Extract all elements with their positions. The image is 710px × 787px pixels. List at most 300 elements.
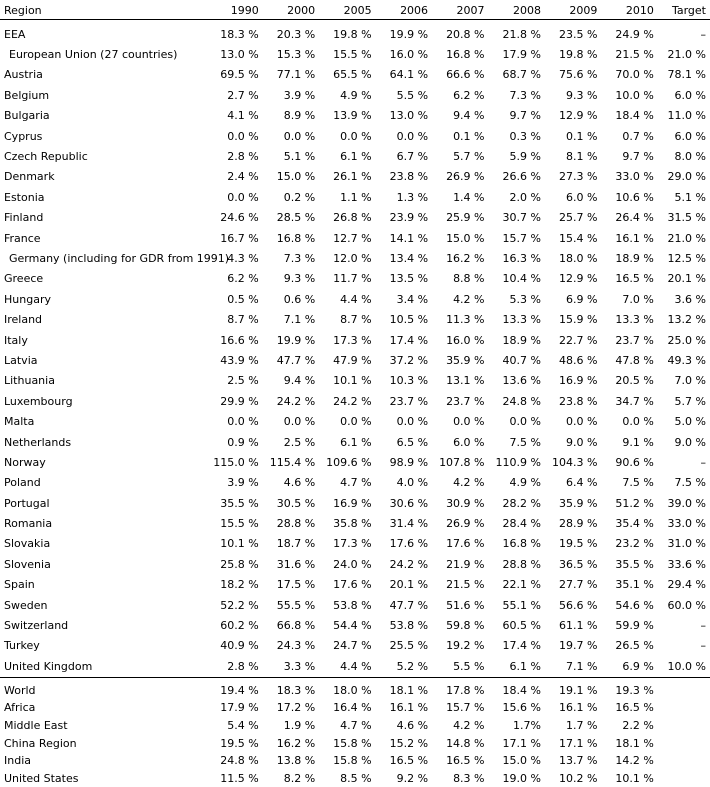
value-cell: 7.0 % xyxy=(674,374,706,388)
value-cell: 0.3 % xyxy=(509,129,541,143)
value-cell: 2.5 % xyxy=(227,374,259,388)
value-cell: 5.7 % xyxy=(453,150,485,164)
value-cell: 0.0 % xyxy=(453,415,485,429)
value-cell: 2.5 % xyxy=(283,435,316,449)
column-header-2006: 2006 xyxy=(400,3,429,17)
value-cell: 16.8 % xyxy=(276,231,316,245)
value-cell: 5.4 % xyxy=(227,718,259,732)
region-cell: European Union (27 countries) xyxy=(9,48,178,62)
value-cell: 8.3 % xyxy=(453,771,485,785)
value-cell: 2.8 % xyxy=(227,150,259,164)
value-cell: 15.5 % xyxy=(333,48,372,62)
value-cell: 69.5 % xyxy=(220,68,259,82)
value-cell: 28.9 % xyxy=(558,517,598,531)
value-cell: 8.7 % xyxy=(227,313,259,327)
value-cell: 22.1 % xyxy=(502,578,541,592)
value-cell: 0.0 % xyxy=(227,190,259,204)
value-cell: 2.8 % xyxy=(227,659,259,673)
value-cell: 47.7 % xyxy=(276,353,316,367)
table-row xyxy=(0,146,710,166)
value-cell: 0.9 % xyxy=(227,435,259,449)
value-cell: 60.0 % xyxy=(667,598,706,612)
value-cell: 10.1 % xyxy=(615,771,654,785)
value-cell: 4.6 % xyxy=(396,718,429,732)
value-cell: 10.0 % xyxy=(667,659,706,673)
value-cell: 0.0 % xyxy=(340,129,372,143)
value-cell: 25.0 % xyxy=(667,333,706,347)
value-cell: 3.9 % xyxy=(283,88,316,102)
value-cell: 6.4 % xyxy=(565,476,598,490)
table-row xyxy=(0,85,710,105)
value-cell: 21.0 % xyxy=(667,48,706,62)
value-cell: 16.6 % xyxy=(220,333,259,347)
value-cell: 9.7 % xyxy=(509,109,541,123)
value-cell: 18.1 % xyxy=(615,736,654,750)
value-cell: 18.3 % xyxy=(276,683,316,697)
value-cell: 20.1 % xyxy=(667,272,706,286)
value-cell: 21.5 % xyxy=(446,578,485,592)
column-header-2005: 2005 xyxy=(343,3,372,17)
value-cell: 54.4 % xyxy=(333,619,372,633)
value-cell: 78.1 % xyxy=(667,68,706,82)
value-cell: 23.7 % xyxy=(446,394,485,408)
value-cell: 1.1 % xyxy=(340,190,372,204)
value-cell: 0.1 % xyxy=(565,129,598,143)
value-cell: 26.6 % xyxy=(502,170,541,184)
value-cell: 13.4 % xyxy=(389,251,429,265)
value-cell: 19.8 % xyxy=(333,27,372,41)
value-cell: 8.8 % xyxy=(453,272,485,286)
value-cell: 60.2 % xyxy=(220,619,259,633)
value-cell: 21.5 % xyxy=(615,48,654,62)
value-cell: 19.0 % xyxy=(502,771,541,785)
value-cell: 7.0 % xyxy=(622,292,654,306)
value-cell: 0.1 % xyxy=(453,129,485,143)
value-cell: 2.2 % xyxy=(622,718,654,732)
value-cell: 17.6 % xyxy=(389,537,429,551)
value-cell: 0.6 % xyxy=(283,292,316,306)
value-cell: 27.7 % xyxy=(558,578,598,592)
value-cell: 15.7 % xyxy=(502,231,541,245)
value-cell: 13.3 % xyxy=(615,313,654,327)
value-cell: 12.7 % xyxy=(333,231,372,245)
value-cell: 61.1 % xyxy=(558,619,598,633)
value-cell: 26.9 % xyxy=(446,170,485,184)
value-cell: 24.2 % xyxy=(389,557,429,571)
value-cell: 10.6 % xyxy=(615,190,654,204)
value-cell: 4.4 % xyxy=(340,292,372,306)
value-cell: 30.9 % xyxy=(446,496,485,510)
value-cell: 59.8 % xyxy=(446,619,485,633)
value-cell: 25.5 % xyxy=(389,639,429,653)
value-cell: 6.9 % xyxy=(565,292,598,306)
region-cell: Romania xyxy=(4,517,53,531)
value-cell xyxy=(658,677,710,699)
table-row xyxy=(0,432,710,452)
table-row xyxy=(0,677,710,699)
value-cell: 8.2 % xyxy=(283,771,316,785)
value-cell: 28.8 % xyxy=(276,517,316,531)
value-cell: 9.2 % xyxy=(396,771,429,785)
value-cell: 18.0 % xyxy=(558,251,598,265)
value-cell: 31.0 % xyxy=(667,537,706,551)
value-cell: 53.8 % xyxy=(389,619,429,633)
value-cell: 17.4 % xyxy=(389,333,429,347)
value-cell: 5.9 % xyxy=(509,150,541,164)
value-cell: 75.6 % xyxy=(558,68,598,82)
value-cell: 39.0 % xyxy=(667,496,706,510)
value-cell: 9.3 % xyxy=(283,272,316,286)
value-cell: 107.8 % xyxy=(439,455,485,469)
value-cell: 6.0 % xyxy=(674,88,706,102)
value-cell: 47.9 % xyxy=(333,353,372,367)
region-cell: EEA xyxy=(4,27,26,41)
value-cell: 5.5 % xyxy=(453,659,485,673)
value-cell: 35.5 % xyxy=(220,496,259,510)
region-cell: United Kingdom xyxy=(4,659,93,673)
value-cell: 53.8 % xyxy=(333,598,372,612)
value-cell: 13.3 % xyxy=(502,313,541,327)
value-cell: 4.6 % xyxy=(283,476,316,490)
table-row xyxy=(0,371,710,391)
value-cell: 24.8 % xyxy=(220,754,259,768)
table-row xyxy=(0,769,710,787)
value-cell: 12.5 % xyxy=(667,251,706,265)
column-header-2008: 2008 xyxy=(512,3,541,17)
value-cell: 25.8 % xyxy=(220,557,259,571)
region-cell: Spain xyxy=(4,578,35,592)
value-cell: 15.8 % xyxy=(333,736,372,750)
value-cell: 17.1 % xyxy=(502,736,541,750)
value-cell: 25.7 % xyxy=(558,211,598,225)
value-cell: 9.4 % xyxy=(453,109,485,123)
value-cell: 3.9 % xyxy=(227,476,259,490)
value-cell: 5.7 % xyxy=(674,394,706,408)
value-cell: 13.2 % xyxy=(667,313,706,327)
value-cell: 17.3 % xyxy=(333,333,372,347)
value-cell: 24.2 % xyxy=(276,394,316,408)
value-cell: 17.8 % xyxy=(446,683,485,697)
value-cell: 4.7 % xyxy=(340,476,372,490)
value-cell: 4.0 % xyxy=(396,476,429,490)
value-cell: 54.6 % xyxy=(615,598,654,612)
value-cell: 0.0 % xyxy=(509,415,541,429)
value-cell: 18.3 % xyxy=(220,27,259,41)
value-cell: 4.2 % xyxy=(453,476,485,490)
table-row xyxy=(0,248,710,268)
value-cell: 18.9 % xyxy=(502,333,541,347)
value-cell: 109.6 % xyxy=(326,455,372,469)
value-cell: 35.4 % xyxy=(615,517,654,531)
value-cell: 16.1 % xyxy=(615,231,654,245)
value-cell: 33.0 % xyxy=(667,517,706,531)
value-cell: 15.8 % xyxy=(333,754,372,768)
value-cell: 13.0 % xyxy=(389,109,429,123)
value-cell: 6.9 % xyxy=(622,659,654,673)
table-row xyxy=(0,452,710,472)
value-cell: – xyxy=(700,639,706,653)
value-cell: 40.9 % xyxy=(220,639,259,653)
value-cell: 23.8 % xyxy=(558,394,598,408)
value-cell: 28.8 % xyxy=(502,557,541,571)
value-cell: 18.1 % xyxy=(389,683,429,697)
value-cell: 28.5 % xyxy=(276,211,316,225)
table-row xyxy=(0,167,710,187)
value-cell: 16.8 % xyxy=(502,537,541,551)
value-cell: 14.1 % xyxy=(389,231,429,245)
value-cell: 55.5 % xyxy=(276,598,316,612)
value-cell: 17.9 % xyxy=(220,701,259,715)
value-cell: 66.6 % xyxy=(446,68,485,82)
value-cell: 1.7 % xyxy=(565,718,598,732)
value-cell: 24.3 % xyxy=(276,639,316,653)
value-cell: 0.0 % xyxy=(340,415,372,429)
value-cell: 16.3 % xyxy=(502,251,541,265)
region-cell: Austria xyxy=(4,68,43,82)
value-cell: 16.1 % xyxy=(558,701,598,715)
column-header-target: Target xyxy=(671,3,706,17)
region-cell: Middle East xyxy=(4,718,68,732)
table-row xyxy=(0,554,710,574)
value-cell: 8.1 % xyxy=(565,150,598,164)
value-cell: 23.9 % xyxy=(389,211,429,225)
value-cell: 34.7 % xyxy=(615,394,654,408)
value-cell: 65.5 % xyxy=(333,68,372,82)
value-cell: 7.1 % xyxy=(283,313,316,327)
value-cell: 30.6 % xyxy=(389,496,429,510)
value-cell: 15.6 % xyxy=(502,701,541,715)
value-cell: 5.1 % xyxy=(283,150,316,164)
region-cell: Greece xyxy=(4,272,44,286)
value-cell: 13.5 % xyxy=(389,272,429,286)
value-cell: 5.0 % xyxy=(674,415,706,429)
value-cell: 28.2 % xyxy=(502,496,541,510)
value-cell: 9.0 % xyxy=(674,435,706,449)
value-cell: 20.8 % xyxy=(446,27,485,41)
value-cell: 33.0 % xyxy=(615,170,654,184)
value-cell: 12.0 % xyxy=(333,251,372,265)
value-cell: 6.5 % xyxy=(396,435,429,449)
region-cell: China Region xyxy=(4,736,77,750)
value-cell: 21.0 % xyxy=(667,231,706,245)
value-cell: 9.0 % xyxy=(565,435,598,449)
value-cell: 9.1 % xyxy=(622,435,654,449)
value-cell: 19.5 % xyxy=(220,736,259,750)
region-cell: Czech Republic xyxy=(4,150,88,164)
region-cell: Bulgaria xyxy=(4,109,50,123)
region-cell: Germany (including for GDR from 1991) xyxy=(9,251,230,265)
column-header-2000: 2000 xyxy=(287,3,316,17)
value-cell: 15.4 % xyxy=(558,231,598,245)
region-cell: Cyprus xyxy=(4,129,43,143)
value-cell: 18.4 % xyxy=(502,683,541,697)
table-row xyxy=(0,575,710,595)
table-row xyxy=(0,752,710,770)
value-cell: 110.9 % xyxy=(495,455,541,469)
value-cell: 47.7 % xyxy=(389,598,429,612)
value-cell: 115.0 % xyxy=(213,455,259,469)
value-cell xyxy=(658,717,710,735)
value-cell: 13.9 % xyxy=(333,109,372,123)
region-cell: Switzerland xyxy=(4,619,69,633)
value-cell: 29.4 % xyxy=(667,578,706,592)
value-cell: 56.6 % xyxy=(558,598,598,612)
value-cell: 7.5 % xyxy=(622,476,654,490)
table-row xyxy=(0,44,710,64)
value-cell: 10.0 % xyxy=(615,88,654,102)
table-row xyxy=(0,411,710,431)
value-cell: 51.6 % xyxy=(446,598,485,612)
value-cell: 115.4 % xyxy=(269,455,316,469)
value-cell: 17.3 % xyxy=(333,537,372,551)
value-cell: 24.0 % xyxy=(333,557,372,571)
value-cell: 24.7 % xyxy=(333,639,372,653)
value-cell: 24.6 % xyxy=(220,211,259,225)
value-cell: 5.1 % xyxy=(674,190,706,204)
value-cell: 2.7 % xyxy=(227,88,259,102)
value-cell: 23.7 % xyxy=(389,394,429,408)
value-cell: 19.3 % xyxy=(615,683,654,697)
value-cell: 23.2 % xyxy=(615,537,654,551)
value-cell: 35.1 % xyxy=(615,578,654,592)
value-cell: 11.3 % xyxy=(446,313,485,327)
value-cell: 4.2 % xyxy=(453,718,485,732)
value-cell: 9.3 % xyxy=(565,88,598,102)
value-cell: 23.7 % xyxy=(615,333,654,347)
value-cell: 16.0 % xyxy=(389,48,429,62)
value-cell: 0.0 % xyxy=(622,415,654,429)
value-cell: 22.7 % xyxy=(558,333,598,347)
value-cell: 16.0 % xyxy=(446,333,485,347)
table-row xyxy=(0,289,710,309)
value-cell: 33.6 % xyxy=(667,557,706,571)
value-cell: 6.1 % xyxy=(340,435,372,449)
table-row xyxy=(0,699,710,717)
value-cell: 35.9 % xyxy=(446,353,485,367)
value-cell xyxy=(658,699,710,717)
region-cell: France xyxy=(4,231,41,245)
value-cell: 16.9 % xyxy=(333,496,372,510)
value-cell: 8.0 % xyxy=(674,150,706,164)
value-cell: – xyxy=(700,455,706,469)
table-row xyxy=(0,126,710,146)
value-cell: 19.9 % xyxy=(276,333,316,347)
region-cell: United States xyxy=(4,771,79,785)
value-cell: 10.4 % xyxy=(502,272,541,286)
table-row xyxy=(0,106,710,126)
value-cell: 23.8 % xyxy=(389,170,429,184)
value-cell: 47.8 % xyxy=(615,353,654,367)
value-cell: 29.0 % xyxy=(667,170,706,184)
value-cell: 0.0 % xyxy=(396,415,429,429)
value-cell: 0.5 % xyxy=(227,292,259,306)
value-cell: 6.1 % xyxy=(340,150,372,164)
value-cell: 18.0 % xyxy=(333,683,372,697)
value-cell: 4.7 % xyxy=(340,718,372,732)
value-cell: 1.9 % xyxy=(283,718,316,732)
value-cell: 2.4 % xyxy=(227,170,259,184)
table-row xyxy=(0,493,710,513)
value-cell: 15.0 % xyxy=(502,754,541,768)
value-cell: 19.8 % xyxy=(558,48,598,62)
region-cell: Finland xyxy=(4,211,44,225)
value-cell: 18.4 % xyxy=(615,109,654,123)
value-cell: 15.2 % xyxy=(389,736,429,750)
value-cell: 13.8 % xyxy=(276,754,316,768)
table-header xyxy=(0,0,710,20)
value-cell: 70.0 % xyxy=(615,68,654,82)
value-cell: 30.7 % xyxy=(502,211,541,225)
table-row xyxy=(0,734,710,752)
value-cell: 52.2 % xyxy=(220,598,259,612)
value-cell: 10.1 % xyxy=(333,374,372,388)
region-cell: Ireland xyxy=(4,313,43,327)
value-cell: 43.9 % xyxy=(220,353,259,367)
region-cell: Netherlands xyxy=(4,435,72,449)
value-cell: 6.0 % xyxy=(453,435,485,449)
value-cell: 13.7 % xyxy=(558,754,598,768)
value-cell: 4.4 % xyxy=(340,659,372,673)
table-row xyxy=(0,656,710,677)
value-cell: 90.6 % xyxy=(615,455,654,469)
value-cell: 19.5 % xyxy=(558,537,598,551)
value-cell: 11.5 % xyxy=(220,771,259,785)
region-cell: Portugal xyxy=(4,496,50,510)
table-row xyxy=(0,595,710,615)
value-cell: 7.5 % xyxy=(674,476,706,490)
value-cell: 8.7 % xyxy=(340,313,372,327)
value-cell: 60.5 % xyxy=(502,619,541,633)
table-row xyxy=(0,228,710,248)
table-row xyxy=(0,717,710,735)
value-cell: 49.3 % xyxy=(667,353,706,367)
value-cell: 7.5 % xyxy=(509,435,541,449)
value-cell: 26.4 % xyxy=(615,211,654,225)
value-cell: 5.5 % xyxy=(396,88,429,102)
column-header-2010: 2010 xyxy=(625,3,654,17)
value-cell: 19.9 % xyxy=(389,27,429,41)
value-cell: 10.1 % xyxy=(220,537,259,551)
value-cell: 17.6 % xyxy=(333,578,372,592)
value-cell: 98.9 % xyxy=(389,455,429,469)
value-cell: 17.2 % xyxy=(276,701,316,715)
value-cell: 20.3 % xyxy=(276,27,316,41)
value-cell: 21.9 % xyxy=(446,557,485,571)
value-cell: 4.3 % xyxy=(227,251,259,265)
value-cell: 20.5 % xyxy=(615,374,654,388)
value-cell: 5.2 % xyxy=(396,659,429,673)
value-cell: 16.2 % xyxy=(446,251,485,265)
column-header-2007: 2007 xyxy=(456,3,485,17)
eu-rows xyxy=(0,20,710,678)
value-cell: 18.2 % xyxy=(220,578,259,592)
region-cell: Hungary xyxy=(4,292,51,306)
region-cell: Luxembourg xyxy=(4,394,73,408)
column-header-2009: 2009 xyxy=(569,3,598,17)
value-cell: 15.5 % xyxy=(220,517,259,531)
value-cell: 36.5 % xyxy=(558,557,598,571)
world-rows xyxy=(0,677,710,787)
value-cell: 4.2 % xyxy=(453,292,485,306)
value-cell: 19.1 % xyxy=(558,683,598,697)
value-cell: 9.7 % xyxy=(622,150,654,164)
value-cell: 15.0 % xyxy=(276,170,316,184)
value-cell: 13.6 % xyxy=(502,374,541,388)
value-cell: 24.9 % xyxy=(615,27,654,41)
value-cell: 0.2 % xyxy=(283,190,316,204)
region-cell: Belgium xyxy=(4,88,50,102)
value-cell: 9.4 % xyxy=(283,374,316,388)
